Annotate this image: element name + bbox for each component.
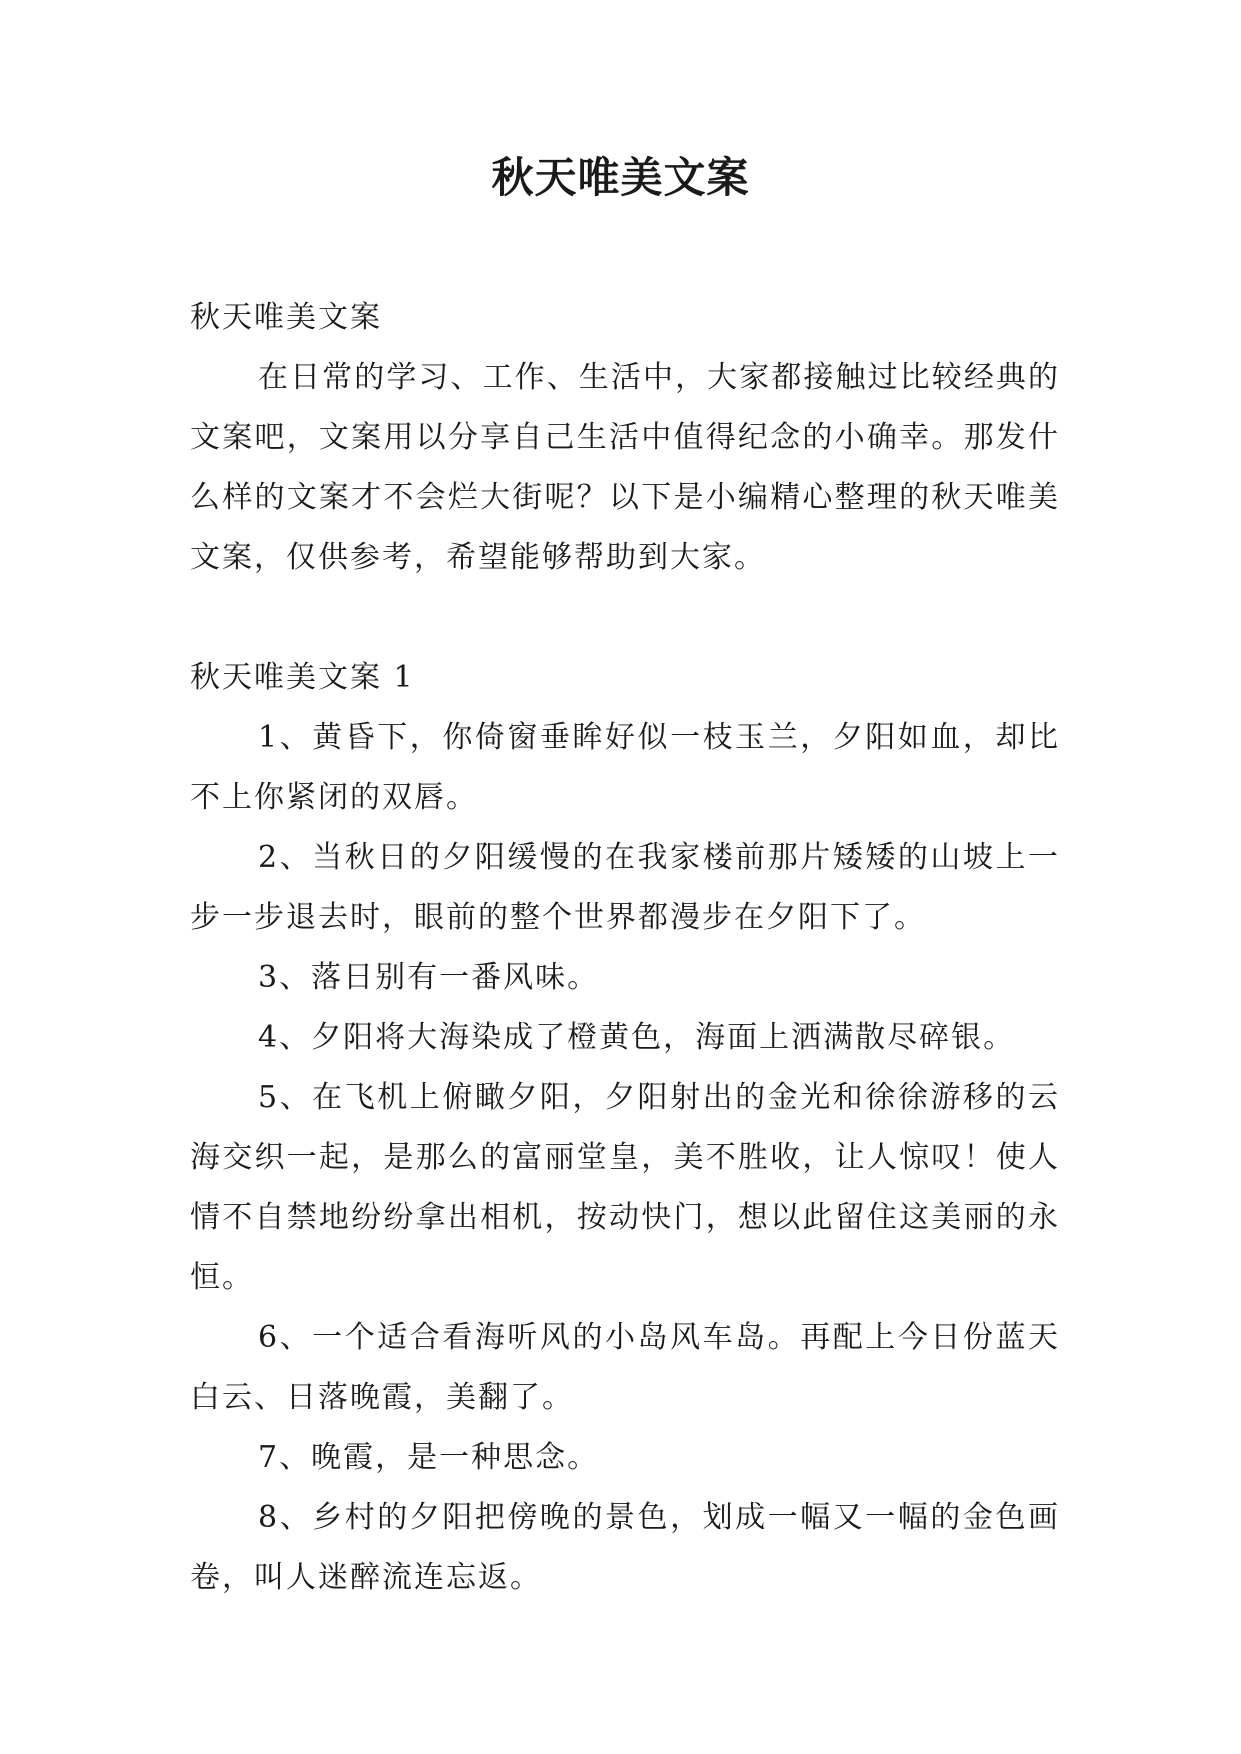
page-title: 秋天唯美文案 — [491, 153, 750, 202]
list-item: 3、落日别有一番风味。 — [258, 960, 600, 995]
intro-paragraph: 在日常的学习、工作、生活中，大家都接触过比较经典的文案吧，文案用以分享自己生活中值得纪念的小确幸。那发什么样的文案才不会烂大街呢？以下是小编精心整理的秋天唯美文案，仅供参考，希望能够帮助到大家。 — [190, 360, 1060, 575]
list-item: 5、在飞机上俯瞰夕阳，夕阳射出的金光和徐徐游移的云海交织一起，是那么的富丽堂皇，美不胜收，让人惊叹！使人情不自禁地纷纷拿出相机，按动快门，想以此留住这美丽的永恒。 — [190, 1080, 1060, 1295]
section-spacer — [190, 588, 1060, 648]
list-item: 4、夕阳将大海染成了橙黄色，海面上洒满散尽碎银。 — [258, 1020, 1016, 1055]
list-item: 7、晚霞，是一种思念。 — [258, 1440, 600, 1475]
intro-heading: 秋天唯美文案 — [190, 300, 382, 335]
list-item: 2、当秋日的夕阳缓慢的在我家楼前那片矮矮的山坡上一步一步退去时，眼前的整个世界都漫步在夕阳下了。 — [190, 840, 1060, 935]
document-body — [190, 288, 1060, 1608]
list-item: 6、一个适合看海听风的小岛风车岛。再配上今日份蓝天白云、日落晚霞，美翻了。 — [190, 1320, 1060, 1415]
list-item: 1、黄昏下，你倚窗垂眸好似一枝玉兰，夕阳如血，却比不上你紧闭的双唇。 — [190, 720, 1060, 815]
list-item: 8、乡村的夕阳把傍晚的景色，划成一幅又一幅的金色画卷，叫人迷醉流连忘返。 — [190, 1500, 1060, 1595]
section-heading: 秋天唯美文案 1 — [190, 660, 415, 695]
